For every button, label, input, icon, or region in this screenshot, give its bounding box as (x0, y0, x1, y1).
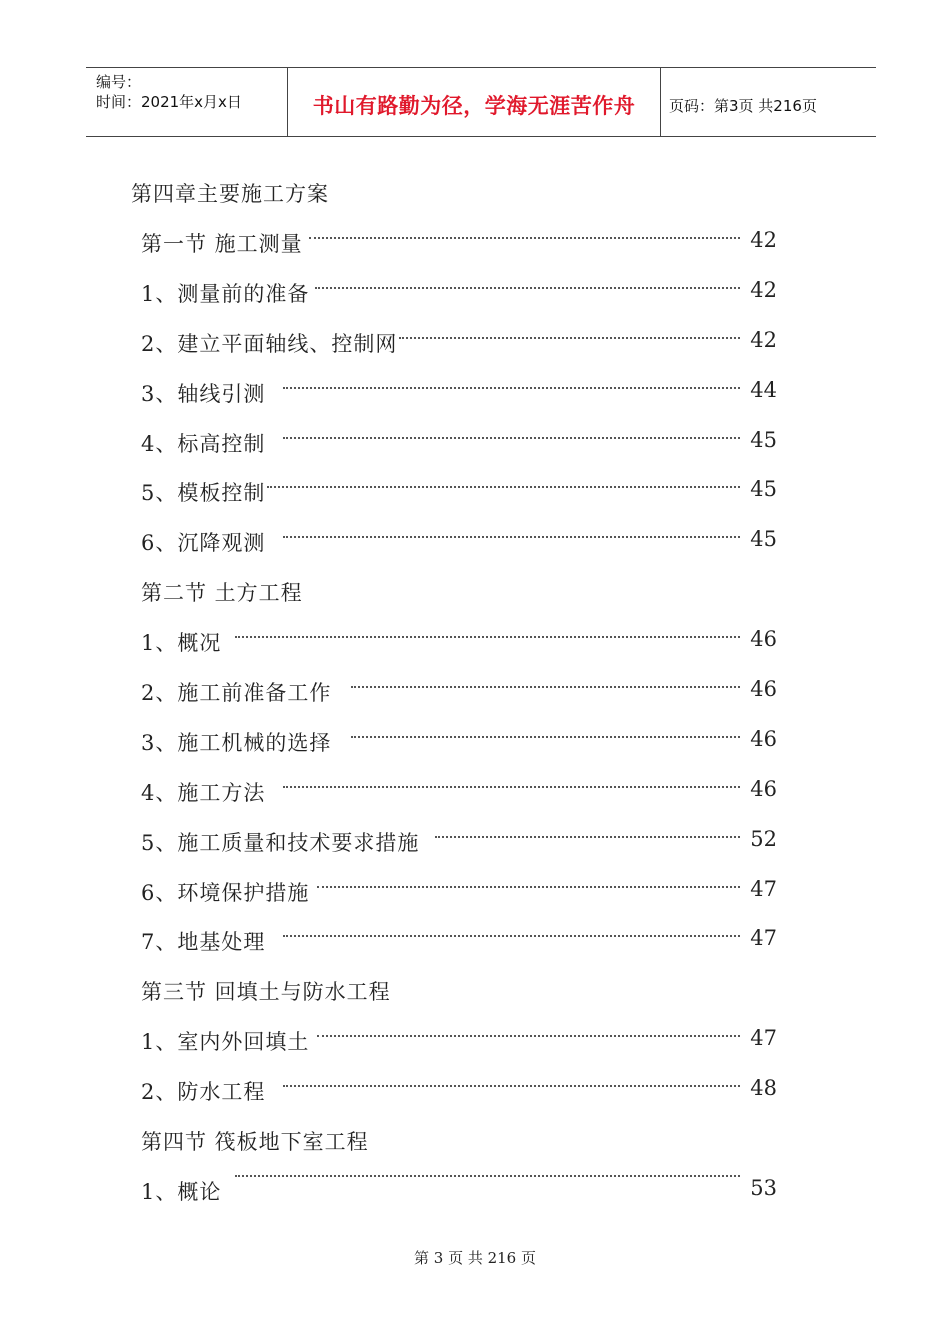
page-footer: 第 3 页 共 216 页 (413, 1249, 536, 1267)
toc-label: 1、室内外回填土 (141, 1030, 310, 1055)
toc-label: 6、环境保护措施 (141, 880, 310, 905)
dot-leader (399, 337, 740, 339)
toc-page: 46 (750, 776, 777, 801)
toc-row[interactable] (141, 370, 781, 420)
toc-row[interactable] (141, 519, 781, 569)
toc-row[interactable] (141, 769, 781, 819)
toc-label: 1、概论 (141, 1179, 222, 1204)
dot-leader (317, 1035, 740, 1037)
toc-label: 2、施工前准备工作 (141, 681, 332, 706)
toc-page: 46 (750, 677, 777, 702)
toc-row[interactable] (141, 1018, 781, 1068)
dot-leader (435, 836, 740, 838)
toc-page: 45 (750, 427, 777, 452)
toc-row[interactable] (141, 1168, 781, 1218)
toc-page: 47 (750, 926, 777, 951)
toc-page: 45 (750, 527, 777, 552)
header-page-info: 页码：第3页 共216页 (669, 96, 817, 115)
toc-label: 5、施工质量和技术要求措施 (141, 830, 420, 855)
dot-leader (283, 437, 740, 439)
toc-row[interactable] (141, 1068, 781, 1118)
toc-label: 4、标高控制 (141, 431, 266, 456)
toc-label: 第一节 施工测量 (141, 232, 303, 256)
dot-leader (283, 1085, 740, 1087)
toc-label: 2、防水工程 (141, 1080, 266, 1105)
toc-label: 7、地基处理 (141, 930, 266, 955)
toc-page: 53 (750, 1175, 777, 1200)
dot-leader (283, 387, 740, 389)
chapter-title: 第四章主要施工方案 (131, 182, 329, 206)
toc-row[interactable] (141, 469, 781, 519)
toc-label: 4、施工方法 (141, 780, 266, 805)
toc-row[interactable] (141, 918, 781, 968)
serial-label: 编号： (96, 73, 142, 91)
toc-row[interactable] (141, 320, 781, 370)
toc-page: 47 (750, 876, 777, 901)
toc-page: 44 (750, 377, 777, 402)
dot-leader (283, 786, 740, 788)
toc-section-row[interactable] (141, 1118, 781, 1168)
toc-page: 48 (750, 1076, 777, 1101)
toc-page: 46 (750, 726, 777, 751)
dot-leader (315, 287, 740, 289)
header-meta (86, 68, 288, 136)
dot-leader (283, 536, 740, 538)
toc-page: 42 (750, 327, 777, 352)
page-header (86, 67, 876, 137)
toc-page: 46 (750, 627, 777, 652)
toc-page: 42 (750, 228, 777, 252)
toc-row[interactable] (141, 669, 781, 719)
toc-label: 1、概况 (141, 631, 222, 656)
toc-row[interactable] (141, 420, 781, 470)
toc-row[interactable] (141, 719, 781, 769)
toc-row[interactable] (141, 619, 781, 669)
toc-row[interactable] (141, 869, 781, 919)
toc-label: 3、轴线引测 (141, 381, 266, 406)
dot-leader (235, 636, 740, 638)
toc-section-row[interactable] (141, 569, 781, 619)
dot-leader (235, 1175, 740, 1177)
toc-label: 2、建立平面轴线、控制网 (141, 331, 398, 356)
toc-section-row[interactable] (141, 968, 781, 1018)
toc-row[interactable] (141, 819, 781, 869)
toc-label: 1、测量前的准备 (141, 281, 310, 306)
toc-label: 6、沉降观测 (141, 531, 266, 556)
header-motto: 书山有路勤为径，学海无涯苦作舟 (288, 68, 661, 136)
toc-row[interactable] (141, 220, 781, 270)
dot-leader (267, 486, 740, 488)
toc-label: 3、施工机械的选择 (141, 730, 332, 755)
toc-section-label: 第四节 筏板地下室工程 (141, 1130, 369, 1155)
toc-section-label: 第二节 土方工程 (141, 581, 303, 606)
toc-page: 42 (750, 277, 777, 302)
toc-page: 45 (750, 477, 777, 502)
toc-row[interactable] (141, 270, 781, 320)
dot-leader (317, 886, 740, 888)
dot-leader (351, 736, 740, 738)
toc-label: 5、模板控制 (141, 481, 266, 506)
toc-section-label: 第三节 回填土与防水工程 (141, 980, 391, 1005)
dot-leader (309, 237, 740, 239)
table-of-contents (141, 220, 781, 1218)
toc-page: 52 (750, 826, 777, 851)
dot-leader (351, 686, 740, 688)
toc-page: 47 (750, 1026, 777, 1051)
dot-leader (283, 935, 740, 937)
time-label: 时间：2021年x月x日 (96, 93, 242, 111)
